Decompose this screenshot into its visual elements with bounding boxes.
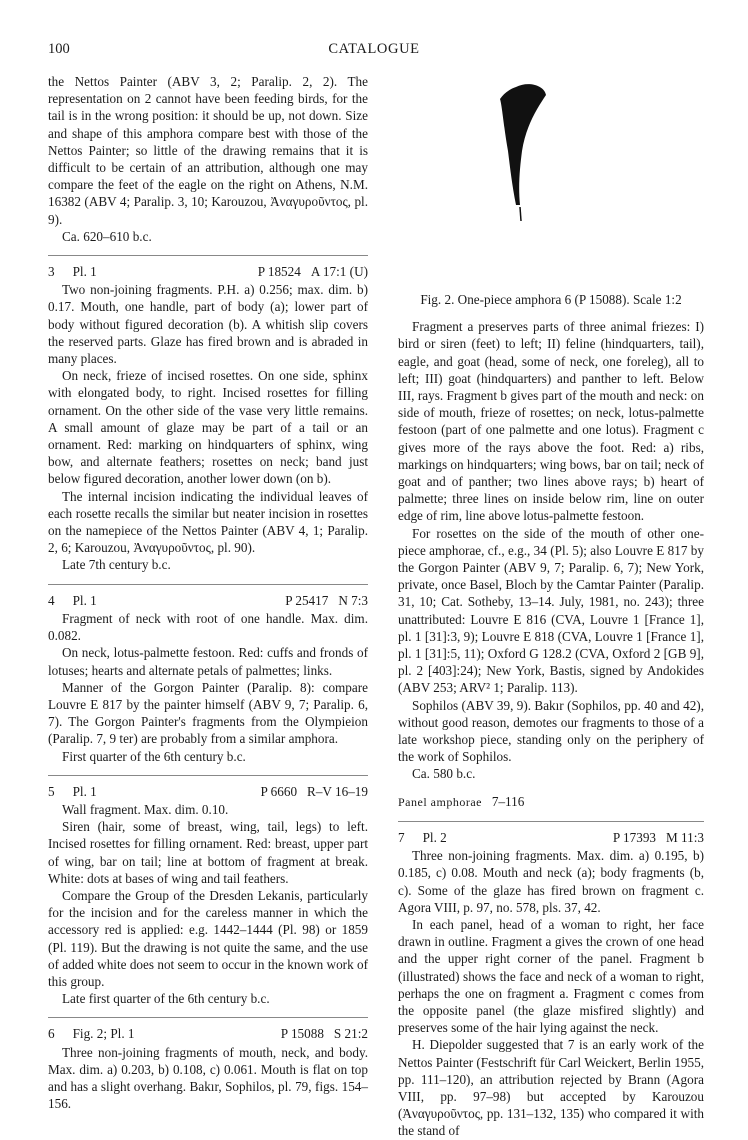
entry-plate: Pl. 1 <box>72 783 97 799</box>
entry-location: S 21:2 <box>333 1026 368 1042</box>
entry-header-3 <box>48 255 368 280</box>
entry-inventory: P 15088 <box>280 1026 324 1042</box>
entry-inventory: P 25417 <box>285 592 329 608</box>
entry-header-5 <box>48 775 368 800</box>
continuation-text: the Nettos Painter (ABV 3, 2; Paralip. 2, 2). The representation on 2 cannot have been feeding birds, for the tail is in the wrong position: it should be up, not down. Size and shape of this amphora compare best with those of the Nettos Painter; so little of the drawing remains that it is difficult to be certain of an attribution, although one may compare the feet of the eagle on the right on Athens, N.M. 16382 (ABV 4; Paralip. 3, 10; Karouzou, Ἀναγυροῦντος, pl. 9). <box>48 74 368 227</box>
section-heading <box>398 793 704 811</box>
entry-location: M 11:3 <box>666 829 704 845</box>
entry-paragraph: In each panel, head of a woman to right, her face drawn in outline. Fragment a gives the crown of one head and the upper right corner of the panel. Fragment b (illustrated) shows the face and neck of a woman to right, perhaps the one on fragment a. Fragment c comes from the opposite panel (the glaze misfired slightly) and preserves some of the hair lying against the neck. <box>398 916 704 1036</box>
entry-plate: Pl. 1 <box>72 264 97 280</box>
section-range: 7–116 <box>491 793 525 809</box>
body-paragraph: Sophilos (ABV 39, 9). Bakır (Sophilos, pp. 40 and 42), without good reason, demotes our fragments to those of a late workshop piece, standing only on the periphery of the work of Sophilos. <box>398 697 704 765</box>
body-paragraph: Fragment a preserves parts of three animal friezes: I) bird or siren (feet) to left; II) feline (hindquarters, tail), eagle, and goat (head, some of neck, one foreleg), all to left; III) goat (hindquarters) and panther to left. Below III, rays. Fragment b gives part of the mouth and neck: on side of mouth, frieze of rosettes; on neck, lotus-palmette festoon (part of one palmette and one lotus). Fragment c gives more of the rays above the foot. Red: a) ribs, markings on hindquarters; wing bows, bar on tail; neck of goat and of panther; two lines above rays; b) heart of palmette; three lines on inside below rim, line on outer edge of rim, line above lotus-palmette festoon. <box>398 319 704 524</box>
figure-caption: Fig. 2. One-piece amphora 6 (P 15088). Scale 1:2 <box>420 292 682 307</box>
entry-paragraph: On neck, lotus-palmette festoon. Red: cuffs and fronds of lotuses; hearts and alternate petals of palmettes; links. <box>48 645 368 678</box>
entry-plate: Pl. 1 <box>72 592 97 608</box>
entry-inventory: P 17393 <box>612 829 657 845</box>
page-number: 100 <box>48 41 70 57</box>
entry-date: Late 7th century b.c. <box>62 557 171 573</box>
entry-number: 7 <box>398 829 405 845</box>
entry-paragraph: Fragment of neck with root of one handle. Max. dim. 0.082. <box>48 610 368 644</box>
section-title: Panel amphorae <box>398 794 482 809</box>
entry-header-6 <box>48 1017 368 1042</box>
entry-number: 3 <box>48 264 55 280</box>
entry-number: 6 <box>48 1026 55 1042</box>
entry-paragraph: Manner of the Gorgon Painter (Paralip. 8): compare Louvre E 817 by the painter himself (ABV 9, 7; Paralip. 6, 7). The Gorgon Painter's fragments from the Olympieion (Paralip. 7, 9 ter) are probably from a similar amphora. <box>48 679 368 747</box>
entry-paragraph: Two non-joining fragments. P.H. a) 0.256; max. dim. b) 0.17. Mouth, one handle, part of body (a); lower part of body without figured decoration (b). A whitish slip covers the reserved parts. Glaze has fired brown and is abraded in many places. <box>48 282 368 367</box>
entry-date: First quarter of the 6th century b.c. <box>62 748 246 764</box>
entry-paragraph: H. Diepolder suggested that 7 is an early work of the Nettos Painter (Festschrift für Carl Weickert, Berlin 1955, pp. 111–120), an attribution rejected by Brann (Agora VIII, pp. 97–98) but accepted by Karouzou (Ἀναγυροῦντος, pp. 131–132, 135) who compared it with the stand of <box>398 1037 704 1139</box>
entry-inventory: P 6660 <box>260 783 298 799</box>
entry-location: R–V 16–19 <box>307 783 368 799</box>
entry-plate: Fig. 2; Pl. 1 <box>72 1026 135 1042</box>
entry-header-7 <box>398 821 704 846</box>
entry-header-4 <box>48 584 368 609</box>
entry-paragraph: Wall fragment. Max. dim. 0.10. <box>62 801 229 817</box>
entry-plate: Pl. 2 <box>422 829 447 845</box>
amphora-profile-drawing <box>494 81 564 231</box>
entry-paragraph: Three non-joining fragments of mouth, neck, and body. Max. dim. a) 0.203, b) 0.108, c) 0.061. Mouth is flat on top and has a slight overhang. Bakır, Sophilos, pl. 79, figs. 154–156. <box>48 1044 368 1112</box>
right-column <box>398 73 704 1140</box>
entry-paragraph: On neck, frieze of incised rosettes. On one side, sphinx with elongated body, to right. Incised rosettes for filling ornament. On the other side of the vase very little remains. A small amount of glaze may be part of a tail or an ornament. Red: marking on hindquarters of sphinx, wing bow, and alternate feathers; rosettes on neck; band just below figured decoration, another lower down (on b). <box>48 368 368 487</box>
entry-paragraph: Three non-joining fragments. Max. dim. a) 0.195, b) 0.185, c) 0.08. Mouth and neck (a); body fragments (b, c). Some of the glaze has fired brown on fragment c. Agora VIII, p. 97, no. 578, pls. 37, 42. <box>398 848 704 915</box>
continuation-date: Ca. 620–610 b.c. <box>62 228 152 244</box>
entry-date: Late first quarter of the 6th century b.c. <box>62 991 270 1007</box>
entry-number: 5 <box>48 783 55 799</box>
entry-number: 4 <box>48 592 55 608</box>
entry-location: A 17:1 (U) <box>310 264 368 280</box>
entry-paragraph: The internal incision indicating the individual leaves of each rosette recalls the similar but neater incision in rosettes on the namepiece of the Nettos Painter (ABV 4, 1; Paralip. 2, 6; Karouzou, Ἀναγυροῦντος, pl. 90). <box>48 488 368 556</box>
body-paragraph: For rosettes on the side of the mouth of other one-piece amphorae, cf., e.g., 34 (Pl. 5); also Louvre E 817 by the Gorgon Painter (ABV 9, 7; Paralip. 6, 7); New York, private, once Basel, Bloch by the Camtar Painter (Paralip. 31, 10; Cat. Sotheby, 13–14. July, 1981, no. 243); three unattributed: Louvre E 816 (CVA, Louvre 1 [France 1], pl. 1 [31]:3, 9); Louvre E 818 (CVA, Louvre 1 [France 1], pl. 1 [31]:5, 11); Oxford G 128.2 (CVA, Oxford 2 [GB 9], pl. 2 [403]:24); New York, Bastis, signed by Andokides (ABV 253; ARV² 1; Paralip. 113). <box>398 525 704 696</box>
figure-2 <box>398 73 704 291</box>
entry-inventory: P 18524 <box>257 264 301 280</box>
entry-paragraph: Compare the Group of the Dresden Lekanis, particularly for the incision and for the careless manner in which the accessory red is applied: e.g. 1442–1444 (Pl. 98) or 1859 (Pl. 119). But the drawing is not quite the same, and the use of added white does not seem to occur in the known work of this group. <box>48 887 368 989</box>
left-column <box>48 73 368 1112</box>
entry-paragraph: Siren (hair, some of breast, wing, tail, legs) to left. Incised rosettes for filling ornament. Red: breast, upper part of wing, bar on tail; line at bottom of fragment at break. White: dots at bases of wing and tail feathers. <box>48 819 368 886</box>
running-title: CATALOGUE <box>328 41 420 57</box>
entry-location: N 7:3 <box>338 592 368 608</box>
entry-date: Ca. 580 b.c. <box>412 766 476 782</box>
